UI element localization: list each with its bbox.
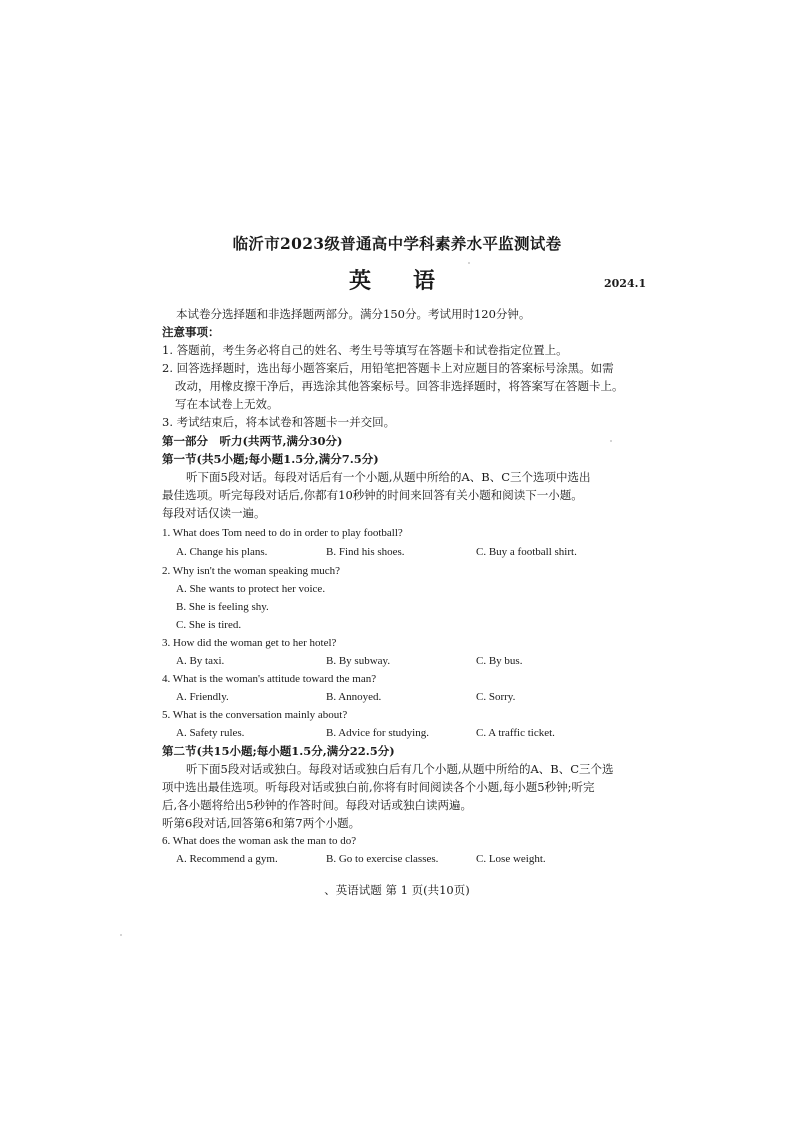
option-b: B. Advice for studying. [326, 727, 429, 739]
notice-item: 1. 答题前，考生务必将自己的姓名、考生号等填写在答题卡和试卷指定位置上。 [162, 343, 568, 357]
notice-item: 3. 考试结束后，将本试卷和答题卡一并交回。 [162, 415, 396, 429]
exam-title: 临沂市2023级普通高中学科素养水平监测试卷 [232, 234, 562, 253]
page-footer: 、英语试题 第 1 页(共10页) [324, 883, 470, 897]
option-b: B. By subway. [326, 655, 391, 667]
option-c: C. She is tired. [176, 619, 242, 631]
option-c: C. A traffic ticket. [476, 727, 555, 739]
subject-heading: 英 语 [348, 268, 445, 294]
option-c: C. By bus. [476, 655, 523, 667]
section2-instructions: 听下面5段对话或独白。每段对话或独白后有几个小题,从题中所给的A、B、C三个选 [186, 762, 614, 776]
notice-heading: 注意事项： [162, 325, 220, 339]
option-a: A. Safety rules. [176, 727, 245, 739]
option-b: B. Find his shoes. [326, 546, 405, 558]
notice-item: 写在本试卷上无效。 [175, 397, 279, 411]
option-b: B. She is feeling shy. [176, 601, 269, 613]
option-b: B. Go to exercise classes. [326, 853, 439, 865]
option-a: A. Change his plans. [176, 546, 268, 558]
section2-heading: 第二节(共15小题;每小题1.5分,满分22.5分) [162, 744, 395, 758]
question-stem: 3. How did the woman get to her hotel? [162, 637, 337, 649]
scan-speck [120, 934, 122, 936]
dialog-note: 听第6段对话,回答第6和第7两个小题。 [162, 816, 361, 830]
option-a: A. By taxi. [176, 655, 225, 667]
option-c: C. Lose weight. [476, 853, 546, 865]
option-a: A. Friendly. [176, 691, 229, 703]
section2-instructions: 项中选出最佳选项。听每段对话或独白前,你将有时间阅读各个小题,每小题5秒钟;听完 [162, 780, 595, 794]
section2-instructions: 后,各小题将给出5秒钟的作答时间。每段对话或独白读两遍。 [162, 798, 472, 812]
option-c: C. Sorry. [476, 691, 516, 703]
question-stem: 4. What is the woman's attitude toward the man? [162, 673, 377, 685]
section1-heading: 第一节(共5小题;每小题1.5分,满分7.5分) [162, 452, 379, 466]
question-stem: 5. What is the conversation mainly about? [162, 709, 348, 721]
option-a: A. She wants to protect her voice. [176, 583, 326, 595]
exam-date: 2024.1 [604, 277, 647, 290]
option-c: C. Buy a football shirt. [476, 546, 577, 558]
option-b: B. Annoyed. [326, 691, 382, 703]
part1-heading: 第一部分 听力(共两节,满分30分) [162, 434, 343, 448]
section1-instructions: 每段对话仅读一遍。 [162, 506, 266, 520]
question-stem: 6. What does the woman ask the man to do? [162, 835, 357, 847]
notice-item: 2. 回答选择题时，选出每小题答案后，用铅笔把答题卡上对应题目的答案标号涂黑。如需 [162, 361, 614, 375]
notice-item: 改动，用橡皮擦干净后，再选涂其他答案标号。回答非选择题时，将答案写在答题卡上。 [175, 379, 624, 393]
intro-text: 本试卷分选择题和非选择题两部分。满分150分。考试用时120分钟。 [176, 307, 531, 321]
question-stem: 2. Why isn't the woman speaking much? [162, 565, 341, 577]
scan-speck [468, 262, 470, 264]
section1-instructions: 最佳选项。听完每段对话后,你都有10秒钟的时间来回答有关小题和阅读下一小题。 [162, 488, 583, 502]
scan-speck [610, 440, 612, 442]
option-a: A. Recommend a gym. [176, 853, 278, 865]
section1-instructions: 听下面5段对话。每段对话后有一个小题,从题中所给的A、B、C三个选项中选出 [186, 470, 591, 484]
question-stem: 1. What does Tom need to do in order to play football? [162, 527, 403, 539]
